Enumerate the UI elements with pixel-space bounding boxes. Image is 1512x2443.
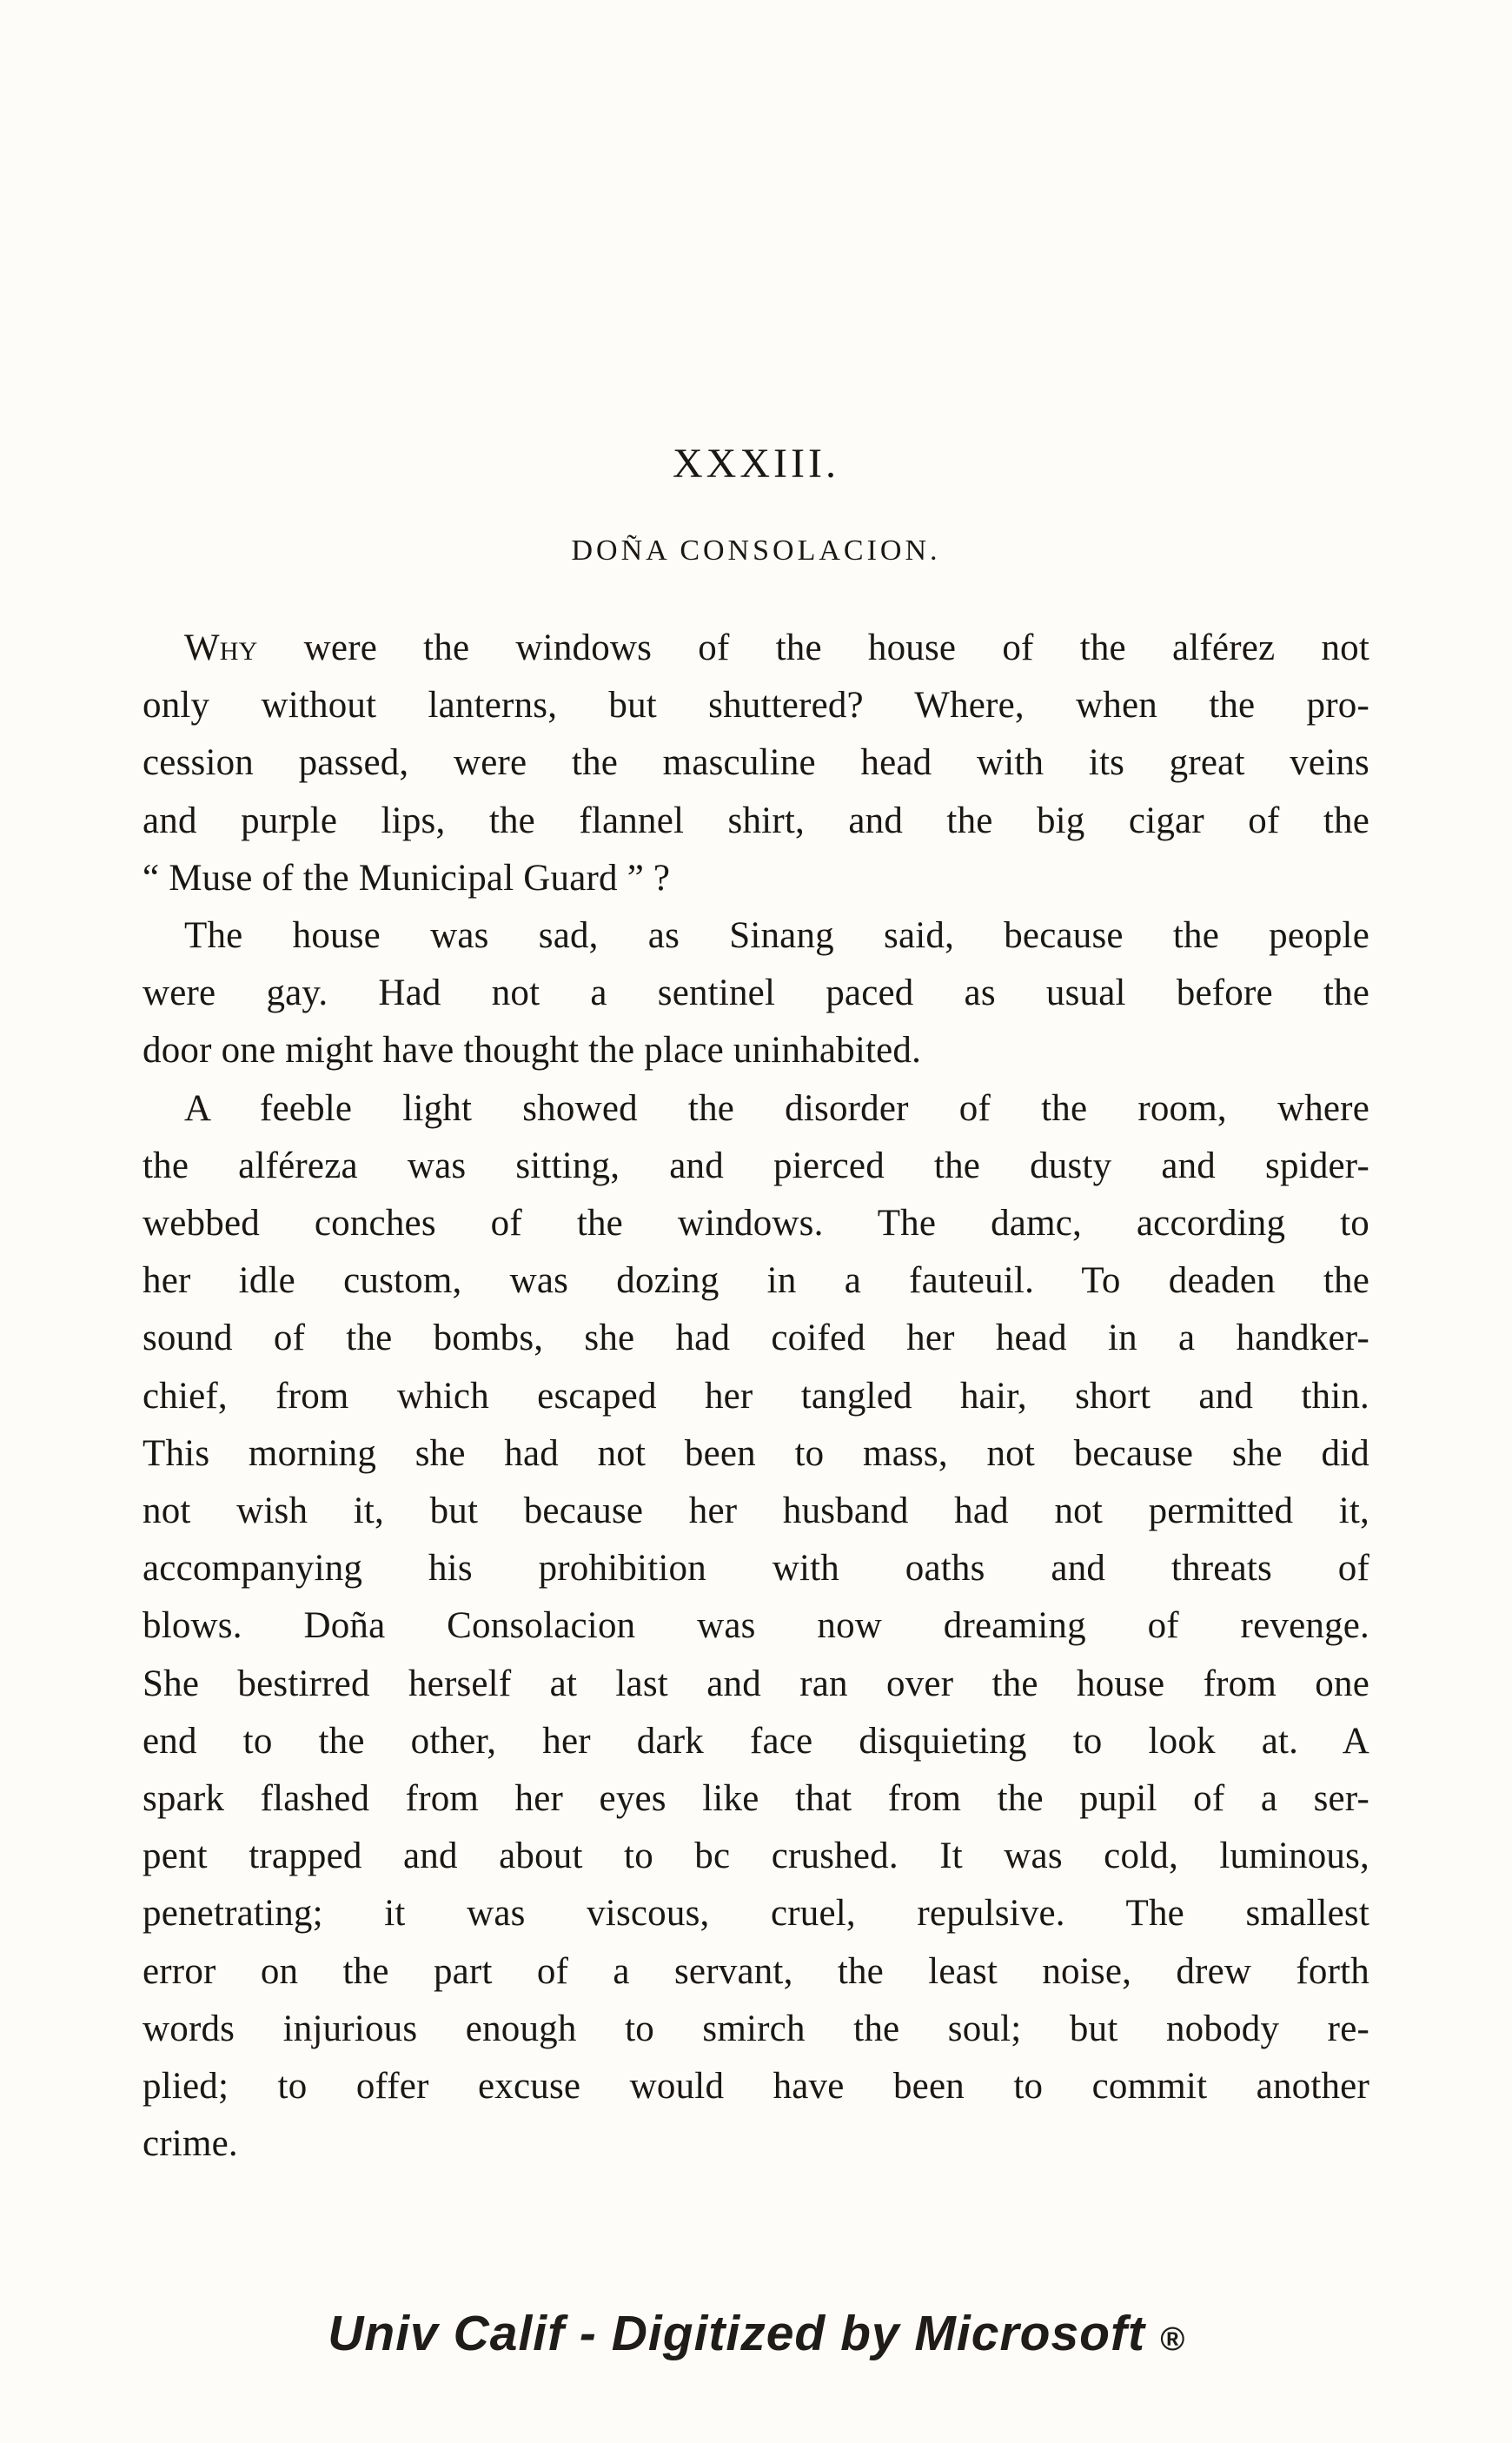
text-line: webbed conches of the windows. The damc, according to <box>143 1203 1369 1245</box>
text-line: sound of the bombs, she had coifed her head in a handker- <box>143 1318 1369 1359</box>
text-line: end to the other, her dark face disquieting to look at. A <box>143 1720 1369 1762</box>
text-line: error on the part of a servant, the least noise, drew forth <box>143 1950 1369 1992</box>
text-line: penetrating; it was viscous, cruel, repulsive. The smallest <box>143 1893 1369 1935</box>
text-line-rest: were the windows of the house of the alférez not <box>257 627 1369 668</box>
text-line: She bestirred herself at last and ran over the house from one <box>143 1663 1369 1704</box>
text-line: crime. <box>143 2123 238 2165</box>
digitization-watermark <box>0 2305 1512 2362</box>
text-line: only without lanterns, but shuttered? Where, when the pro- <box>143 685 1369 727</box>
smallcaps-lead-word: Why <box>184 627 258 668</box>
text-line: spark flashed from her eyes like that from the pupil of a ser- <box>143 1778 1369 1820</box>
text-line: chief, from which escaped her tangled hair, short and thin. <box>143 1375 1369 1417</box>
text-line: This morning she had not been to mass, not because she did <box>143 1432 1369 1474</box>
text-line: plied; to offer excuse would have been to commit another <box>143 2066 1369 2108</box>
text-line: her idle custom, was dozing in a fauteuil. To deaden the <box>143 1260 1369 1302</box>
text-line: A feeble light showed the disorder of the room, where <box>184 1087 1369 1129</box>
text-line: not wish it, but because her husband had not permitted it, <box>143 1490 1369 1532</box>
text-line: The house was sad, as Sinang said, because the people <box>184 915 1369 957</box>
text-line: and purple lips, the flannel shirt, and the big cigar of the <box>143 800 1369 841</box>
text-line: accompanying his prohibition with oaths and threats of <box>143 1548 1369 1590</box>
text-line: “ Muse of the Municipal Guard ” ? <box>143 857 671 899</box>
chapter-title: DOÑA CONSOLACION. <box>571 534 941 567</box>
watermark-text: Univ Calif - Digitized by Microsoft <box>328 2306 1145 2361</box>
text-line: blows. Doña Consolacion was now dreaming of revenge. <box>143 1605 1369 1647</box>
text-line: pent trapped and about to bc crushed. It was cold, luminous, <box>143 1836 1369 1877</box>
body-text <box>143 620 1369 2173</box>
registered-mark-icon: ® <box>1159 2321 1184 2358</box>
text-line: the alféreza was sitting, and pierced the dusty and spider- <box>143 1145 1369 1186</box>
chapter-number: XXXIII. <box>673 441 839 487</box>
text-line: door one might have thought the place uninhabited. <box>143 1030 922 1072</box>
text-line <box>143 620 1369 677</box>
text-line: cession passed, were the masculine head with its great veins <box>143 742 1369 784</box>
text-line: were gay. Had not a sentinel paced as usual before the <box>143 973 1369 1014</box>
text-line: words injurious enough to smirch the soul; but nobody re- <box>143 2008 1369 2049</box>
